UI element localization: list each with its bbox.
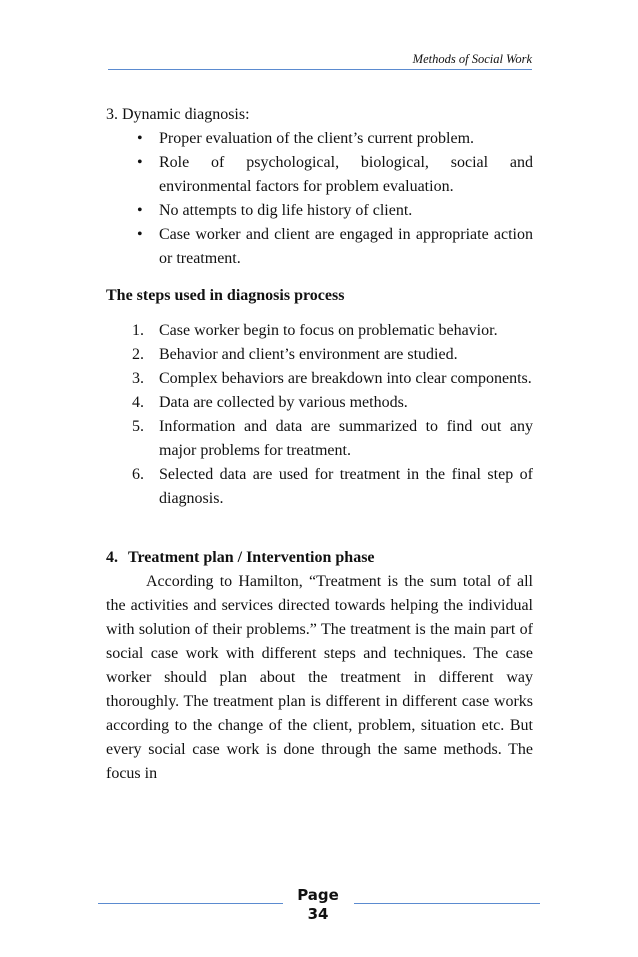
step-number: 2. bbox=[132, 346, 144, 363]
steps-heading: The steps used in diagnosis process bbox=[106, 287, 345, 304]
bullet-icon: • bbox=[137, 154, 143, 171]
dynamic-diagnosis-title bbox=[106, 103, 533, 127]
page-body bbox=[106, 103, 533, 786]
steps-list bbox=[106, 319, 533, 511]
header-divider bbox=[108, 69, 532, 70]
list-item bbox=[106, 319, 533, 343]
bullet-icon: • bbox=[137, 226, 143, 243]
list-item bbox=[106, 199, 533, 223]
list-item bbox=[106, 343, 533, 367]
footer-divider-right bbox=[354, 903, 540, 904]
page-number: 34 bbox=[307, 905, 329, 923]
dynamic-bullet-list bbox=[106, 127, 533, 271]
step-text: Data are collected by various methods. bbox=[159, 394, 408, 411]
step-text: Case worker begin to focus on problematic behavior. bbox=[159, 322, 498, 339]
page-label: Page bbox=[297, 886, 339, 904]
list-item bbox=[106, 463, 533, 511]
list-item bbox=[106, 391, 533, 415]
treatment-paragraph: According to Hamilton, “Treatment is the sum total of all the activities and services directed towards helping the individual with solution of their problems.” The treatment is the main part of social case work with different steps and techniques. The case worker should plan about the treatment in different way thoroughly. The treatment plan is different in different case works according to the change of the client, problem, situation etc. But every social case work is done through the same methods. The focus in bbox=[106, 573, 533, 782]
step-number: 1. bbox=[132, 322, 144, 339]
section-title: Dynamic diagnosis: bbox=[122, 106, 250, 123]
step-number: 4. bbox=[132, 394, 144, 411]
list-item bbox=[106, 415, 533, 463]
treatment-heading bbox=[106, 546, 533, 570]
bullet-text: Case worker and client are engaged in appropriate action or treatment. bbox=[159, 226, 533, 267]
step-number: 3. bbox=[132, 370, 144, 387]
step-text: Information and data are summarized to find out any major problems for treatment. bbox=[159, 418, 533, 459]
section-number: 3. bbox=[106, 106, 118, 123]
list-item bbox=[106, 151, 533, 199]
step-text: Behavior and client’s environment are studied. bbox=[159, 346, 458, 363]
bullet-text: Role of psychological, biological, social and environmental factors for problem evaluation. bbox=[159, 154, 533, 195]
dynamic-diagnosis-section bbox=[106, 103, 533, 271]
footer-divider-left bbox=[98, 903, 283, 904]
section-title: Treatment plan / Intervention phase bbox=[128, 549, 375, 566]
section-number: 4. bbox=[106, 549, 118, 566]
bullet-text: No attempts to dig life history of client. bbox=[159, 202, 413, 219]
bullet-icon: • bbox=[137, 202, 143, 219]
list-item bbox=[106, 367, 533, 391]
bullet-icon: • bbox=[137, 130, 143, 147]
step-text: Complex behaviors are breakdown into clear components. bbox=[159, 370, 532, 387]
step-text: Selected data are used for treatment in the final step of diagnosis. bbox=[159, 466, 533, 507]
step-number: 5. bbox=[132, 418, 144, 435]
bullet-text: Proper evaluation of the client’s current problem. bbox=[159, 130, 475, 147]
page-number-block bbox=[285, 886, 351, 924]
running-header: Methods of Social Work bbox=[412, 52, 532, 66]
step-number: 6. bbox=[132, 466, 144, 483]
list-item bbox=[106, 127, 533, 151]
list-item bbox=[106, 223, 533, 271]
